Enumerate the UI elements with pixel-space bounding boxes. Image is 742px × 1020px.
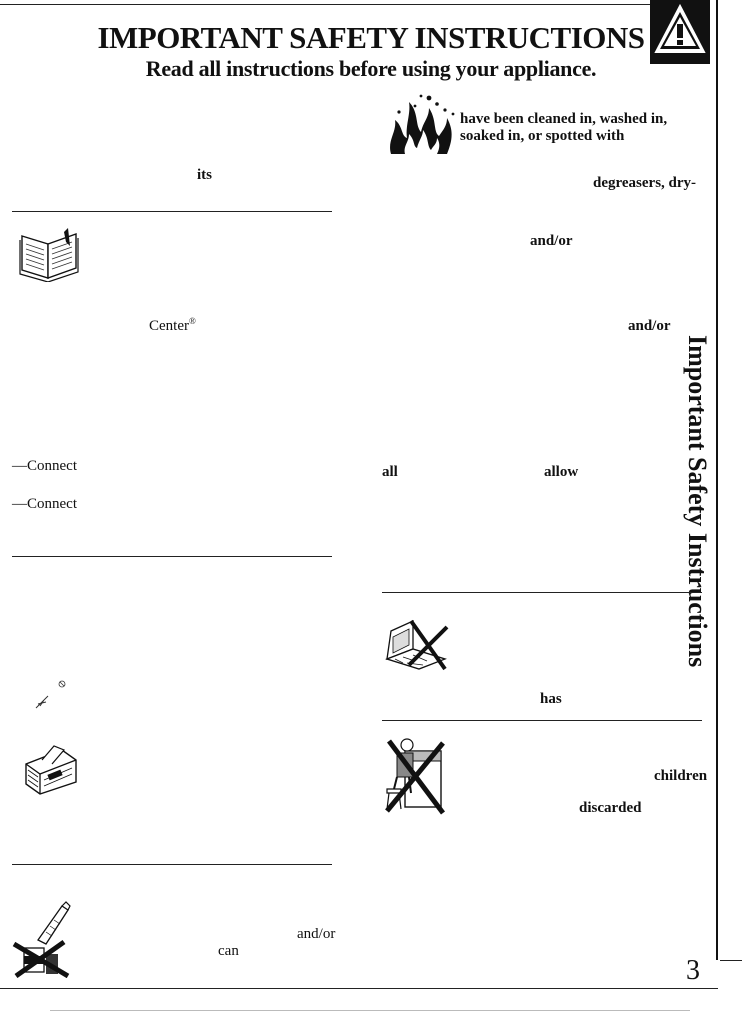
text-connect-1: —Connect	[12, 458, 77, 474]
registered-mark: ®	[188, 316, 196, 326]
open-book-icon	[18, 226, 80, 287]
text-can: can	[218, 943, 239, 959]
bottom-footer-line	[50, 1010, 690, 1011]
text-andor-right-2: and/or	[628, 318, 671, 334]
page-subtitle: Read all instructions before using your appliance.	[145, 56, 597, 81]
text-andor-left: and/or	[297, 926, 336, 942]
bottom-border	[0, 988, 718, 989]
section-divider-right-2	[382, 720, 702, 721]
text-allow: allow	[544, 464, 579, 480]
section-divider-3	[12, 864, 332, 865]
sidebar-tick	[720, 960, 742, 961]
no-child-climbing-icon	[383, 737, 447, 820]
text-its: its	[197, 167, 212, 183]
text-connect-2: —Connect	[12, 496, 77, 512]
text-discarded: discarded	[579, 800, 642, 816]
page-title: IMPORTANT SAFETY INSTRUCTIONS	[97, 20, 645, 55]
no-chemicals-icon	[10, 900, 76, 983]
text-fire-line-2: soaked in, or spotted with	[460, 128, 625, 144]
text-center-word: Center	[149, 318, 189, 334]
top-border	[0, 4, 650, 5]
text-all: all	[382, 464, 398, 480]
section-divider-right-1	[382, 592, 702, 593]
text-degreasers: degreasers, dry-	[593, 175, 697, 191]
section-divider-2	[12, 556, 332, 557]
page-number: 3	[686, 955, 700, 986]
sketch-marks-icon	[34, 678, 70, 715]
text-fire-line-1: have been cleaned in, washed in,	[460, 111, 668, 127]
toolbox-icon	[22, 740, 80, 801]
text-andor-right-1: and/or	[530, 233, 573, 249]
fire-icon	[385, 92, 459, 163]
text-has: has	[540, 691, 562, 707]
text-children: children	[654, 768, 708, 784]
text-center	[149, 316, 196, 335]
section-divider-1	[12, 211, 332, 212]
sidebar-label-text: Important Safety Instructions	[683, 335, 712, 668]
no-lint-buildup-icon	[383, 615, 455, 676]
sidebar-label	[672, 335, 742, 668]
